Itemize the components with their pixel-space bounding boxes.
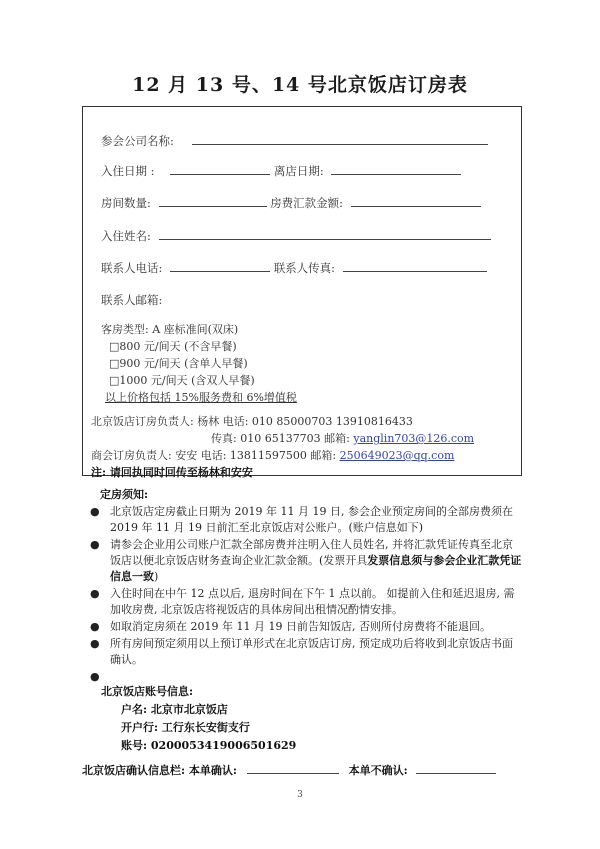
hotel-contact: 北京饭店订房负责人: 杨林 电话: 010 85000703 13910816433 [91,415,413,428]
option-800[interactable]: □800 元/间天 (不含早餐) [109,340,237,353]
guest-row [101,228,491,244]
note-text: 请参会企业用公司账户汇款全部房费并注明入住人员姓名, 并将汇款凭证传真至北京饭店以便北京饭店财务查询企业汇款金额。(发票开具 [110,538,513,567]
price-note: 以上价格包括 15%服务费和 6%增值税 [105,391,297,404]
option-1000[interactable]: □1000 元/间天 (含双人早餐) [109,374,255,387]
bullet-icon: ● [90,505,100,518]
account-heading: 北京饭店账号信息: [101,685,194,698]
note-text: 所有房间预定须用以上预订单形式在北京饭店订房, 预定成功后将收到北京饭店书面确认。 [110,637,513,666]
note-item [82,636,522,668]
room-options [101,321,297,406]
notice: 注: 请回执同时回传至杨林和安安 [91,466,253,479]
phone-input[interactable] [170,261,270,272]
notes-heading: 定房须知: [100,488,149,501]
phone-label: 联系人电话: [101,261,163,275]
business-email-link[interactable]: 250649023@qq.com [339,449,455,462]
note-item [82,619,522,635]
phone-row [101,260,487,276]
email-label: 联系人邮箱: [101,293,163,307]
account-name: 户名: 北京市北京饭店 [121,703,228,716]
page-number: 3 [297,790,303,800]
note-bold-text: 发票信息须与参会企业汇款凭证信息一致 [110,554,522,583]
note-end: ) [154,570,159,583]
fax-label: 联系人传真: [273,261,336,275]
note-text: 北京饭店定房截止日期为 2019 年 11 月 19 日, 参会企业预定房间的全部房费须在 2019 年 11 月 19 日前汇至北京饭店对公账户。(账户信息如下) [110,505,513,534]
note-text: 入住时间在中午 12 点以后, 退房时间在下午 1 点以前。 如提前入住和延迟退房, 需加收房费, 北京饭店将视饭店的具体房间出租情况酌情安排。 [110,587,515,616]
reject-input[interactable] [416,763,496,774]
room-type: 客房类型: A 座标准间(双床) [101,323,239,336]
bullet-icon: ● [90,620,100,633]
checkout-input[interactable] [331,164,461,175]
option-900[interactable]: □900 元/间天 (含单人早餐) [109,357,248,370]
company-input[interactable] [192,134,488,145]
checkout-label: 离店日期: [273,164,324,178]
checkin-input[interactable] [170,164,270,175]
reject-label: 本单不确认: [348,764,408,777]
note-item [82,586,522,618]
hotel-email-link[interactable]: yanglin703@126.com [353,432,475,445]
confirm-input[interactable] [247,763,339,774]
account-bank: 开户行: 工行东长安街支行 [121,721,250,734]
guest-input[interactable] [159,229,491,240]
note-item [82,504,522,536]
bullet-icon: ● [90,538,100,551]
company-label: 参会公司名称: [101,134,174,148]
dates-row [101,163,461,179]
bullet-icon: ● [90,637,100,650]
bullet-icon: ● [90,587,100,600]
booking-form [82,106,522,479]
page-title: 12 月 13 号、14 号北京饭店订房表 [132,74,468,96]
booking-notes [82,486,522,686]
guest-label: 入住姓名: [101,229,151,243]
confirm-row [82,762,496,778]
note-text: 如取消定房须在 2019 年 11 月 19 日前告知饭店, 否则所付房费将不能退回。 [110,620,491,633]
bullet-icon: ● [90,670,100,683]
fax-input[interactable] [343,261,487,272]
rooms-row [101,195,481,211]
note-item [82,537,522,585]
business-contact: 商会订房负责人: 安安 电话: 13811597500 邮箱: [91,449,337,462]
rooms-input[interactable] [159,196,267,207]
amount-input[interactable] [351,196,481,207]
contacts [91,413,515,481]
confirm-label: 北京饭店确认信息栏: 本单确认: [82,764,237,777]
account-number: 账号: 0200053419006501629 [121,739,297,752]
amount-label: 房费汇款金额: [270,196,344,210]
rooms-label: 房间数量: [101,196,151,210]
company-row [101,133,488,149]
email-row [101,292,162,308]
hotel-fax: 传真: 010 65137703 邮箱: [211,432,350,445]
checkin-label: 入住日期 : [101,164,155,178]
hotel-fax-row [91,430,515,447]
business-contact-row [91,447,515,464]
